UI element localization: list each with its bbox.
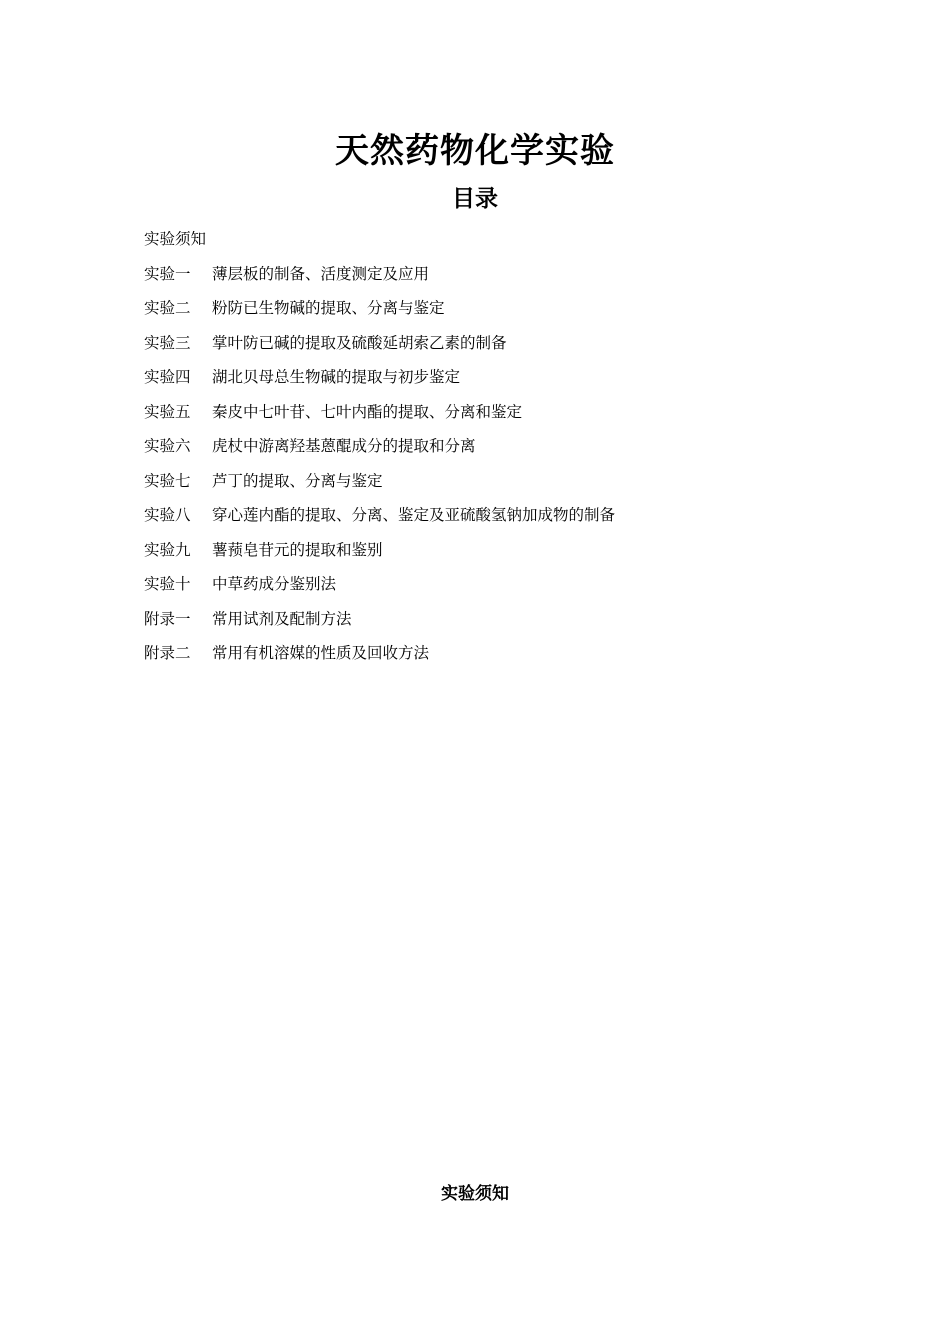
toc-item-4 [144,360,615,395]
toc-item-number: 实验三 [144,333,191,352]
toc-item-text: 薄层板的制备、活度测定及应用 [212,264,430,283]
toc-item-text: 掌叶防已碱的提取及硫酸延胡索乙素的制备 [212,333,507,352]
toc-item-2 [144,291,615,326]
toc-item-appendix-1 [144,602,615,637]
toc-item-text: 穿心莲内酯的提取、分离、鉴定及亚硫酸氢钠加成物的制备 [212,506,616,524]
toc-item-6 [144,429,615,464]
toc-item-number: 实验五 [144,402,191,421]
toc-item-number: 实验七 [144,471,191,490]
toc-item-number: 实验九 [144,540,191,559]
toc-item-3 [144,326,615,361]
toc-item-notice [144,222,615,257]
section-heading: 实验须知 [441,1184,509,1204]
toc-item-1 [144,257,615,292]
toc-heading: 目录 [452,185,498,212]
toc-item-10 [144,567,615,602]
toc-item-text: 中草药成分鉴别法 [212,575,337,593]
toc-item-number: 附录二 [144,644,191,662]
toc-item-text: 秦皮中七叶苷、七叶内酯的提取、分离和鉴定 [212,402,523,421]
table-of-contents [144,222,615,671]
toc-item-appendix-2 [144,636,615,671]
toc-item-text: 常用有机溶媒的性质及回收方法 [212,644,430,662]
toc-item-number: 实验四 [144,368,191,386]
toc-item-8 [144,498,615,533]
toc-item-text: 芦丁的提取、分离与鉴定 [212,471,383,490]
document-title: 天然药物化学实验 [335,131,615,171]
toc-item-number: 实验一 [144,264,191,283]
toc-item-number: 附录一 [144,609,191,628]
toc-item-number: 实验十 [144,575,191,593]
toc-item-number: 实验八 [144,506,191,524]
toc-item-text: 薯蓣皂苷元的提取和鉴别 [212,540,383,559]
toc-item-text: 粉防已生物碱的提取、分离与鉴定 [212,299,445,317]
toc-item-text: 虎杖中游离羟基蒽醌成分的提取和分离 [212,437,476,455]
toc-item-text: 常用试剂及配制方法 [212,609,352,628]
toc-item-7 [144,464,615,499]
toc-item-9 [144,533,615,568]
toc-item-number: 实验二 [144,299,191,317]
toc-item-number: 实验须知 [144,230,207,248]
toc-item-5 [144,395,615,430]
toc-item-number: 实验六 [144,437,191,455]
toc-item-text: 湖北贝母总生物碱的提取与初步鉴定 [212,368,461,386]
